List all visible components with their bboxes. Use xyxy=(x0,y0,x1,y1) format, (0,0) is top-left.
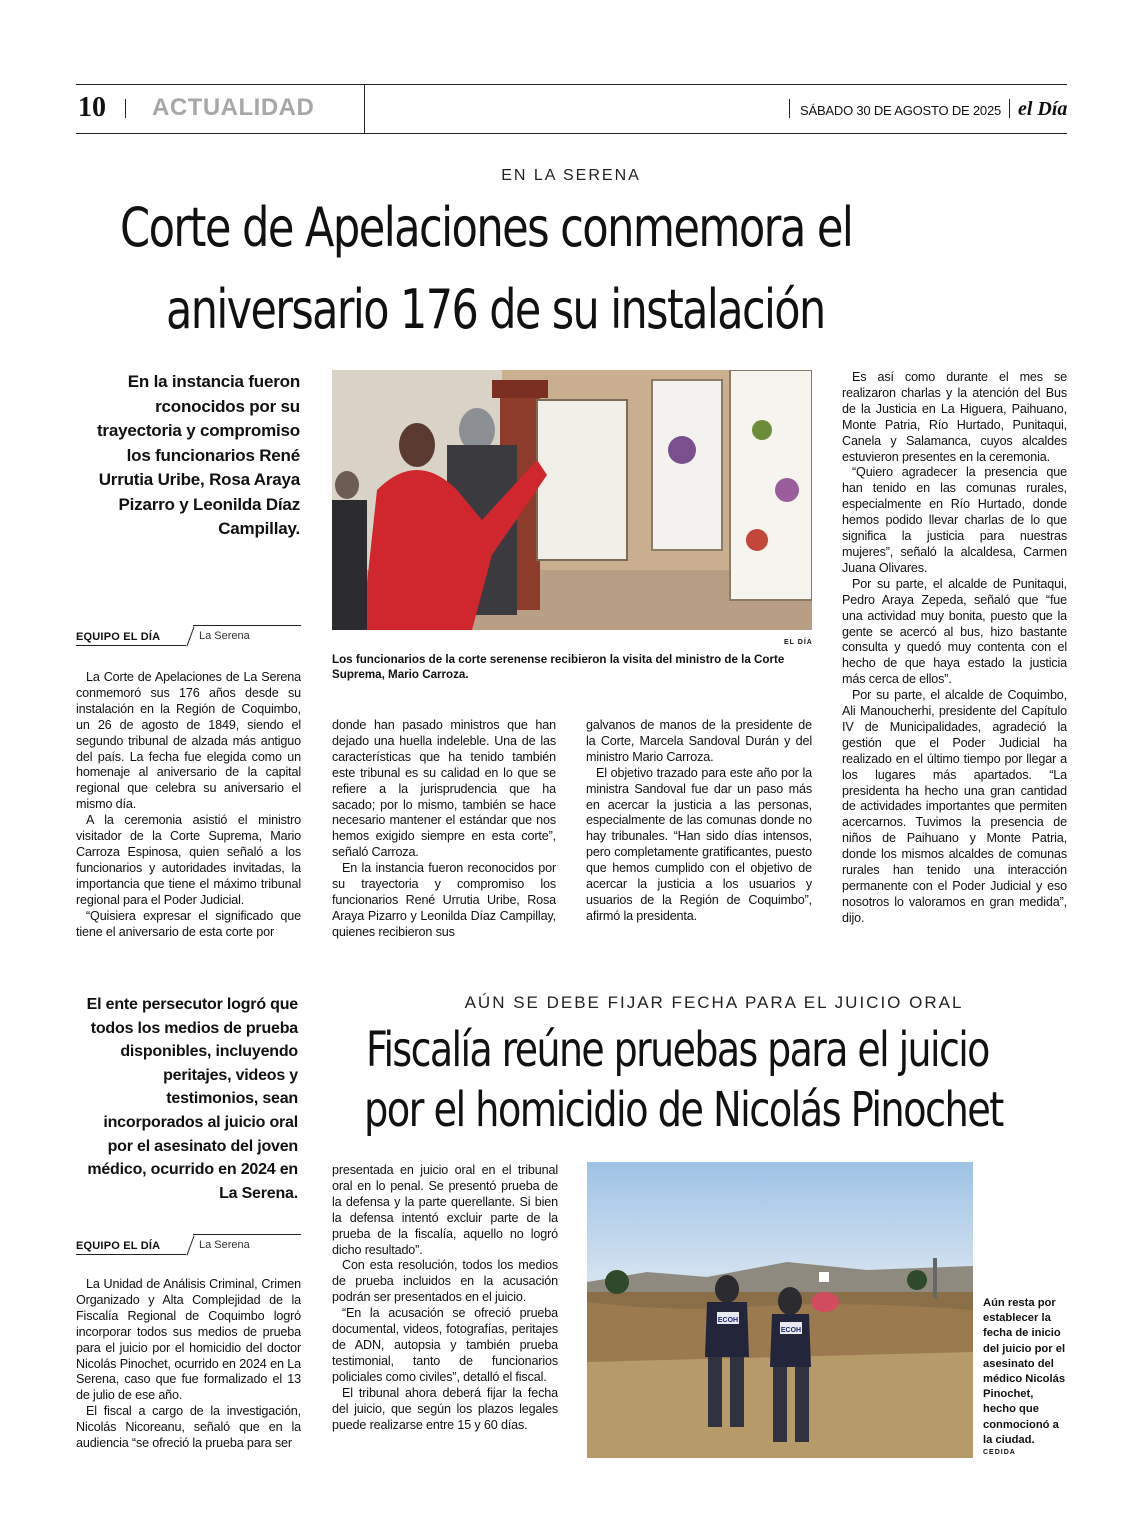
story1-location: La Serena xyxy=(199,630,250,642)
issue-date: SÁBADO 30 DE AGOSTO DE 2025 xyxy=(800,103,1002,118)
paragraph: galvanos de manos de la presidente de la Corte, Marcela Sandoval Durán y del ministro Mario Carroza. xyxy=(586,718,812,764)
vest-label: ECOH xyxy=(717,1317,739,1324)
paragraph: “Quisiera expresar el significado que tiene el aniversario de esta corte por xyxy=(76,908,301,939)
paragraph: La Corte de Apelaciones de La Serena conmemoró sus 176 años desde su instalación en la Región de Coquimbo, un 26 de agosto de 1849, siendo el segundo tribunal de alzada más antiguo del país. La fecha fue elegida como un homenaje al aniversario de la capital regional que celebra su aniversario el mismo día. xyxy=(76,670,301,812)
byline-rule xyxy=(193,1234,301,1235)
story1-column-4 xyxy=(842,370,1067,952)
paragraph: “En la acusación se ofreció prueba documental, videos, fotografías, peritajes de ADN, autopsia y también prueba testimonial, tanto de funcionarios policiales como civiles”, detalló el fiscal. xyxy=(332,1306,558,1384)
paragraph: Es así como durante el mes se realizaron charlas y la atención del Bus de la Justicia en La Higuera, Paihuano, Monte Patria, Río Hurtado, Punitaqui, Canela y Salamanca, cuyos alcaldes estuvieron presentes en la ceremonia. xyxy=(842,370,1067,464)
byline-slash xyxy=(186,1235,194,1255)
story1-byline: EQUIPO EL DÍA xyxy=(76,631,161,643)
byline-slash xyxy=(186,626,194,646)
story2-column-1 xyxy=(76,1277,301,1459)
header-divider xyxy=(364,85,365,133)
page-number: 10 xyxy=(78,92,106,123)
story1-headline-line1: Corte de Apelaciones conmemora el xyxy=(120,196,853,259)
story2-photo xyxy=(587,1162,973,1458)
story2-location: La Serena xyxy=(199,1239,250,1251)
story1-caption: Los funcionarios de la corte serenense recibieron la visita del ministro de la Corte Suprema, Mario Carroza. xyxy=(332,653,785,681)
story2-photo-credit: CEDIDA xyxy=(983,1449,1016,1456)
paragraph: La Unidad de Análisis Criminal, Crimen Organizado y Alta Complejidad de la Fiscalía Regional de Coquimbo logró incorporar todos sus medios de prueba para el juicio por el homicidio del doctor Nicolás Pinochet, ocurrido en 2024 en La Serena, caso que fue formalizado el 13 de julio de ese año. xyxy=(76,1277,301,1403)
byline-rule xyxy=(76,645,186,646)
vest-label: ECOH xyxy=(780,1327,802,1334)
story1-column-2 xyxy=(332,718,556,952)
story2-headline-line1: Fiscalía reúne pruebas para el juicio xyxy=(366,1022,989,1078)
story1-kicker: EN LA SERENA xyxy=(501,167,641,184)
paragraph: donde han pasado ministros que han dejado una huella indeleble. Una de las características que ha tenido también este tribunal es su calidad en lo que se refiere a la jurisprudencia que ha sacado; por lo mismo, también se hace necesario mantener el estándar que nos hemos exigido siempre en esta corte”, señaló Carroza. xyxy=(332,718,556,860)
story1-photo-credit: EL DÍA xyxy=(784,639,813,646)
story1-column-1 xyxy=(76,670,301,952)
header-top-rule xyxy=(76,84,1067,85)
story1-headline-line2: aniversario 176 de su instalación xyxy=(166,278,825,341)
header-bottom-rule xyxy=(76,133,1067,134)
byline-rule xyxy=(76,1254,186,1255)
paragraph: Por su parte, el alcalde de Punitaqui, Pedro Araya Zepeda, señaló que “fue una actividad muy bonita, puesto que la gente se acercó al bus, hizo bastante consulta y quedó muy contenta con el hecho de que haya estado la justicia más cerca de ellos”. xyxy=(842,576,1067,687)
story2-byline: EQUIPO EL DÍA xyxy=(76,1240,161,1252)
paragraph: A la ceremonia asistió el ministro visitador de la Corte Suprema, Mario Carroza Espinosa, quien señaló a los funcionarios y autoridades invitadas, la importancia que tiene el máximo tribunal regional para el Poder Judicial. xyxy=(76,813,301,907)
section-title: ACTUALIDAD xyxy=(152,94,315,121)
story1-deck: En la instancia fueron rconocidos por su trayectoria y compromiso los funcionarios René Urrutia Uribe, Rosa Araya Pizarro y Leonilda Díaz Campillay. xyxy=(96,372,300,538)
paragraph: El tribunal ahora deberá fijar la fecha del juicio, que según los plazos legales puede realizarse entre 15 y 60 días. xyxy=(332,1385,558,1432)
paragraph: El objetivo trazado para este año por la ministra Sandoval fue dar un paso más en acercar la justicia a las personas, especialmente de las comunas donde no hay tribunales. “Han sido días intensos, pero completamente gratificantes, puesto que hemos cumplido con el objetivo de acercar la justicia a los usuarios y usuarios de la Región de Coquimbo”, afirmó la presidenta. xyxy=(586,765,812,923)
newspaper-logo: el Día xyxy=(1018,98,1068,120)
paragraph: presentada en juicio oral en el tribunal oral en lo penal. Se presentó prueba de la defensa y la parte querellante. Si bien la defensa intentó excluir parte de la prueba de la fiscalía, aquello no logró dicho resultado”. xyxy=(332,1163,558,1257)
paragraph: Por su parte, el alcalde de Coquimbo, Ali Manoucherhi, presidente del Capítulo IV de Municipalidades, agradeció la gestión que el Poder Judicial ha realizado en el último tiempo por llegar a los lugares más apartados. “La presidenta ha hecho una gran cantidad de actividades importantes que permiten acercarnos. Tuvimos la presencia de niños de Paihuano y Monte Patria, donde los mismos alcaldes de comunas rurales han tenido una interacción permanente con el Poder Judicial y eso nosotros lo valoramos en gran medida”, dijo. xyxy=(842,688,1067,925)
story2-kicker: AÚN SE DEBE FIJAR FECHA PARA EL JUICIO ORAL xyxy=(464,993,964,1012)
story2-deck: El ente persecutor logró que todos los medios de prueba disponibles, incluyendo peritajes, videos y testimonios, sean incorporados al juicio oral por el asesinato del joven médico, ocurrido en 2024 en La Serena. xyxy=(86,996,298,1202)
header-divider xyxy=(125,99,126,118)
byline-rule xyxy=(193,625,301,626)
story1-column-3 xyxy=(586,718,812,952)
paragraph: En la instancia fueron reconocidos por su trayectoria y compromiso los funcionarios René Urrutia Uribe, Rosa Araya Pizarro y Leonilda Díaz Campillay, quienes recibieron sus xyxy=(332,861,556,939)
story2-caption: Aún resta por establecer la fecha de inicio del juicio por el asesinato del médico Nicolás Pinochet, hecho que conmocionó a la ciudad. xyxy=(983,1297,1066,1446)
paragraph: Con esta resolución, todos los medios de prueba incluidos en la acusación podrán ser presentados en el juicio. xyxy=(332,1258,558,1305)
paragraph: “Quiero agradecer la presencia que han tenido en las comunas rurales, especialmente en Río Hurtado, donde hemos podido llevar charlas de lo que significa la justicia para nuestras mujeres”, señaló la alcaldesa, Carmen Juana Olivares. xyxy=(842,465,1067,575)
header-divider xyxy=(789,99,790,118)
paragraph: El fiscal a cargo de la investigación, Nicolás Nicoreanu, señaló que en la audiencia “se ofreció la prueba para ser xyxy=(76,1404,301,1451)
story2-headline-line2: por el homicidio de Nicolás Pinochet xyxy=(364,1082,1003,1138)
header-divider xyxy=(1009,99,1010,118)
story1-photo xyxy=(332,370,812,630)
story2-column-2 xyxy=(332,1163,558,1459)
